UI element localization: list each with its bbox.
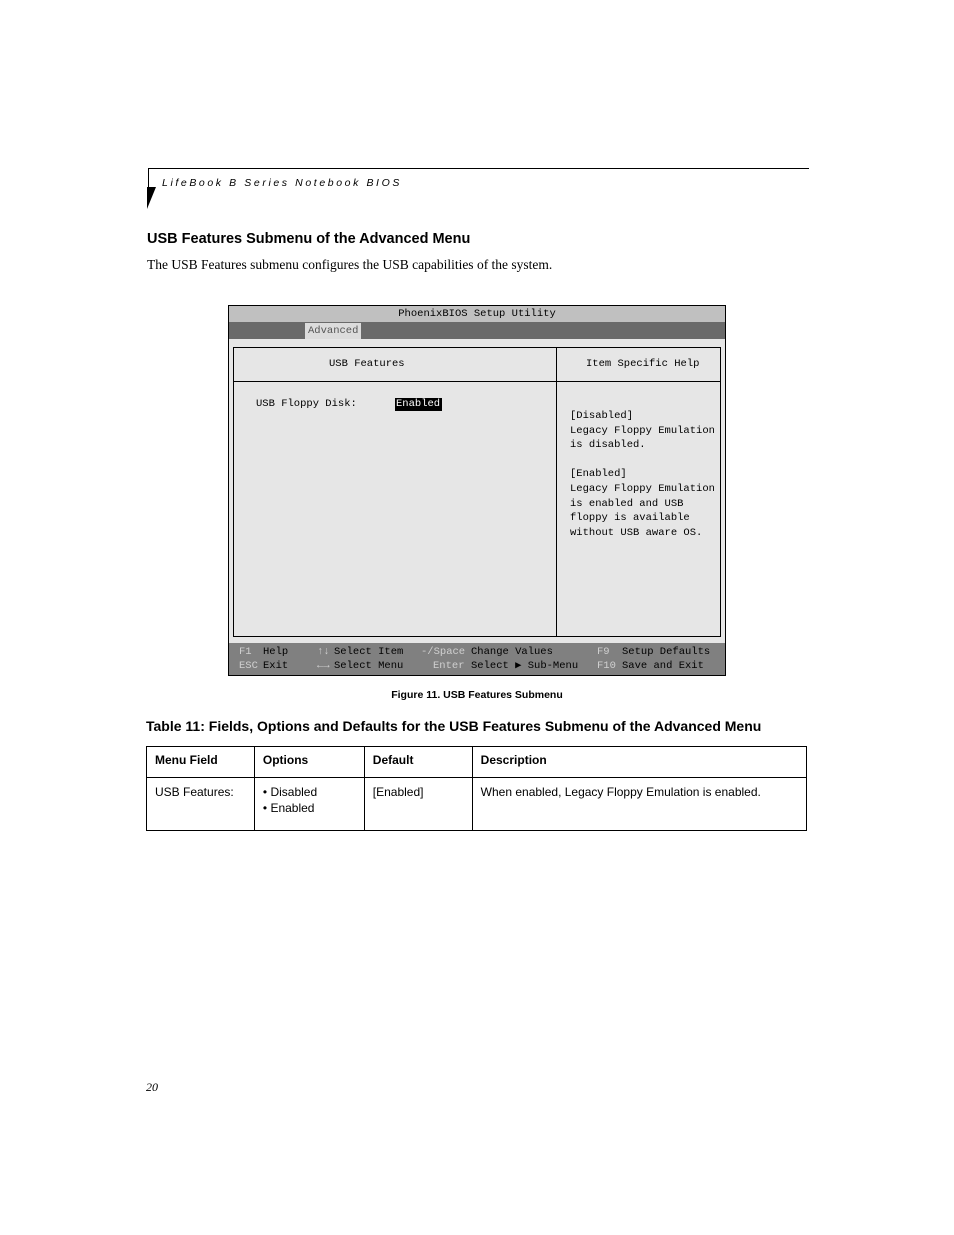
key-minus-space: -/Space: [421, 646, 466, 658]
key-minus-space-desc: Change Values: [471, 646, 553, 658]
bios-help-title: Item Specific Help: [586, 358, 700, 370]
header-options: Options: [254, 747, 364, 778]
page-number: 20: [146, 1080, 158, 1094]
key-esc-desc: Exit: [263, 660, 289, 672]
intro-paragraph: The USB Features submenu configures the USB capabilities of the system.: [147, 257, 553, 272]
key-up-down: ↑↓: [317, 646, 330, 658]
key-esc: ESC: [239, 660, 258, 672]
header-vertical-rule: [148, 168, 149, 188]
field-cursor: [441, 398, 442, 411]
section-heading: USB Features Submenu of the Advanced Menu: [147, 231, 471, 247]
tab-advanced[interactable]: Advanced: [305, 323, 361, 339]
bios-vertical-divider: [556, 348, 557, 636]
key-left-right-desc: Select Menu: [334, 660, 404, 672]
header-wedge-mark: [147, 187, 156, 209]
option-item: • Enabled: [263, 800, 356, 816]
key-enter: Enter: [433, 660, 465, 672]
key-f1-desc: Help: [263, 646, 289, 658]
cell-menu-field: USB Features:: [147, 778, 255, 831]
table-header-row: [147, 747, 807, 778]
bios-title: PhoenixBIOS Setup Utility: [229, 306, 725, 322]
bios-menubar: [229, 322, 725, 339]
bios-footer: [229, 643, 725, 675]
usb-floppy-disk-label: USB Floppy Disk:: [256, 398, 357, 410]
bios-horizontal-divider: [234, 381, 720, 382]
option-item: • Disabled: [263, 784, 356, 800]
key-f9-desc: Setup Defaults: [622, 646, 711, 658]
key-enter-desc: Select ▶ Sub-Menu: [471, 660, 579, 672]
usb-floppy-disk-value[interactable]: Enabled: [396, 398, 441, 410]
cell-default: [Enabled]: [364, 778, 472, 831]
key-f10-desc: Save and Exit: [622, 660, 704, 672]
key-up-down-desc: Select Item: [334, 646, 404, 658]
key-left-right: ←→: [317, 660, 330, 672]
cell-description: When enabled, Legacy Floppy Emulation is enabled.: [472, 778, 806, 831]
key-f10: F10: [597, 660, 616, 672]
bios-panel: [233, 347, 721, 637]
bios-screen: [228, 305, 726, 676]
header-description: Description: [472, 747, 806, 778]
options-list: [263, 784, 356, 816]
bios-submenu-title: USB Features: [329, 358, 405, 370]
options-table: [146, 746, 807, 831]
key-f1: F1: [239, 646, 252, 658]
table-title: Table 11: Fields, Options and Defaults for the USB Features Submenu of the Advanced Menu: [146, 718, 762, 734]
figure-caption: Figure 11. USB Features Submenu: [391, 689, 563, 701]
running-head: LifeBook B Series Notebook BIOS: [162, 177, 402, 189]
header-menu-field: Menu Field: [147, 747, 255, 778]
key-f9: F9: [597, 646, 610, 658]
header-rule: [148, 168, 809, 169]
table-row: [147, 778, 807, 831]
header-default: Default: [364, 747, 472, 778]
cell-options: [254, 778, 364, 831]
bios-help-text: [Disabled] Legacy Floppy Emulation is disabled. [Enabled] Legacy Floppy Emulation is enabled and USB floppy is available without USB aware OS.: [570, 410, 715, 539]
